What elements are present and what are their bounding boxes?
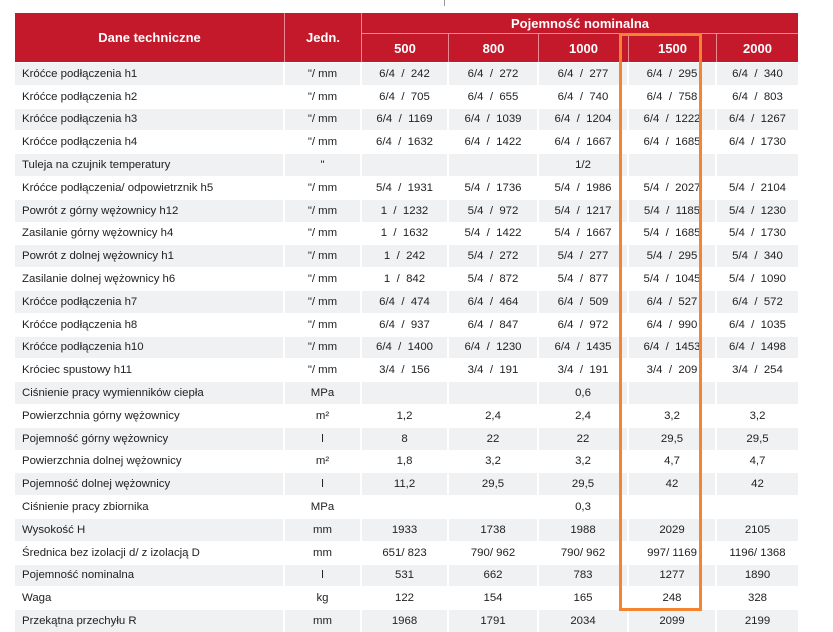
- row-value-1000: 22: [539, 427, 629, 450]
- row-unit: mm: [285, 541, 362, 564]
- table-row: [15, 381, 798, 404]
- row-empty-cell: [449, 495, 539, 518]
- row-value-2000: 1890: [717, 564, 798, 587]
- row-value-1000: 6/4 / 1667: [539, 130, 629, 153]
- table-row: [15, 358, 798, 381]
- row-value-1000: 6/4 / 277: [539, 62, 629, 85]
- row-empty-cell: [449, 153, 539, 176]
- row-value-500: 6/4 / 1400: [362, 336, 449, 359]
- table-row: [15, 564, 798, 587]
- row-value-800: 3,2: [449, 450, 539, 473]
- row-value-2000: 3,2: [717, 404, 798, 427]
- row-value-500: 1 / 242: [362, 244, 449, 267]
- row-value-2000: 5/4 / 1730: [717, 222, 798, 245]
- row-value-2000: 1196/ 1368: [717, 541, 798, 564]
- row-value-800: 662: [449, 564, 539, 587]
- row-unit: mm: [285, 518, 362, 541]
- row-value-800: 29,5: [449, 472, 539, 495]
- row-shared-value: 1/2: [539, 153, 629, 176]
- row-param-name: Powierzchnia górny wężownicy: [15, 404, 285, 427]
- table-row: [15, 472, 798, 495]
- row-value-500: 1,8: [362, 450, 449, 473]
- row-value-1000: 3,2: [539, 450, 629, 473]
- table-row: [15, 244, 798, 267]
- row-param-name: Pojemność nominalna: [15, 564, 285, 587]
- top-marker: [444, 0, 445, 6]
- row-value-800: 6/4 / 847: [449, 313, 539, 336]
- row-param-name: Pojemność dolnej wężownicy: [15, 472, 285, 495]
- row-unit: "/ mm: [285, 108, 362, 131]
- row-unit: "/ mm: [285, 244, 362, 267]
- row-value-1500: 3,2: [629, 404, 717, 427]
- row-value-500: 651/ 823: [362, 541, 449, 564]
- row-unit: "/ mm: [285, 62, 362, 85]
- row-unit: l: [285, 564, 362, 587]
- row-value-2000: 2199: [717, 609, 798, 632]
- row-value-800: 1738: [449, 518, 539, 541]
- row-value-2000: 29,5: [717, 427, 798, 450]
- row-value-500: 6/4 / 242: [362, 62, 449, 85]
- row-value-1000: 5/4 / 1986: [539, 176, 629, 199]
- row-value-1000: 6/4 / 509: [539, 290, 629, 313]
- row-value-2000: 5/4 / 2104: [717, 176, 798, 199]
- row-unit: "/ mm: [285, 290, 362, 313]
- row-value-1000: 790/ 962: [539, 541, 629, 564]
- row-unit: "/ mm: [285, 358, 362, 381]
- row-value-2000: 6/4 / 1035: [717, 313, 798, 336]
- row-unit: "/ mm: [285, 176, 362, 199]
- row-value-1500: 3/4 / 209: [629, 358, 717, 381]
- row-unit: "/ mm: [285, 267, 362, 290]
- row-value-800: 6/4 / 1039: [449, 108, 539, 131]
- row-value-2000: 5/4 / 1230: [717, 199, 798, 222]
- row-value-1000: 6/4 / 1204: [539, 108, 629, 131]
- row-value-1000: 29,5: [539, 472, 629, 495]
- row-value-800: 5/4 / 272: [449, 244, 539, 267]
- row-value-800: 6/4 / 272: [449, 62, 539, 85]
- row-value-500: 5/4 / 1931: [362, 176, 449, 199]
- row-unit: mm: [285, 609, 362, 632]
- row-value-800: 2,4: [449, 404, 539, 427]
- row-value-2000: 6/4 / 572: [717, 290, 798, 313]
- table-row: [15, 108, 798, 131]
- row-value-800: 22: [449, 427, 539, 450]
- row-value-1000: 6/4 / 1435: [539, 336, 629, 359]
- row-param-name: Powierzchnia dolnej wężownicy: [15, 450, 285, 473]
- row-param-name: Króciec spustowy h11: [15, 358, 285, 381]
- row-param-name: Króćce podłączenia h4: [15, 130, 285, 153]
- row-value-800: 3/4 / 191: [449, 358, 539, 381]
- row-param-name: Pojemność górny wężownicy: [15, 427, 285, 450]
- row-value-1000: 6/4 / 972: [539, 313, 629, 336]
- row-unit: "/ mm: [285, 130, 362, 153]
- row-value-2000: 328: [717, 586, 798, 609]
- row-value-500: 6/4 / 1632: [362, 130, 449, 153]
- table-row: [15, 495, 798, 518]
- row-param-name: Króćce podłączenia h3: [15, 108, 285, 131]
- table-row: [15, 290, 798, 313]
- table-row: [15, 336, 798, 359]
- row-value-1500: 2029: [629, 518, 717, 541]
- row-value-1500: 6/4 / 758: [629, 85, 717, 108]
- row-param-name: Króćce podłączenia h1: [15, 62, 285, 85]
- row-value-500: 6/4 / 937: [362, 313, 449, 336]
- row-empty-cell: [717, 381, 798, 404]
- row-unit: l: [285, 472, 362, 495]
- row-param-name: Średnica bez izolacji d/ z izolacją D: [15, 541, 285, 564]
- row-param-name: Ciśnienie pracy wymienników ciepła: [15, 381, 285, 404]
- row-value-1500: 6/4 / 527: [629, 290, 717, 313]
- row-value-500: 11,2: [362, 472, 449, 495]
- row-value-500: 1933: [362, 518, 449, 541]
- table-row: [15, 130, 798, 153]
- row-value-500: 1968: [362, 609, 449, 632]
- row-param-name: Króćce podłączenia/ odpowietrznik h5: [15, 176, 285, 199]
- row-value-800: 5/4 / 872: [449, 267, 539, 290]
- row-value-800: 6/4 / 1230: [449, 336, 539, 359]
- row-value-1500: 6/4 / 990: [629, 313, 717, 336]
- row-value-800: 5/4 / 972: [449, 199, 539, 222]
- row-value-1500: 29,5: [629, 427, 717, 450]
- row-value-500: 1,2: [362, 404, 449, 427]
- row-empty-cell: [362, 495, 449, 518]
- header-capacity-500: 500: [362, 34, 449, 62]
- row-shared-value: 0,6: [539, 381, 629, 404]
- row-param-name: Zasilanie górny wężownicy h4: [15, 222, 285, 245]
- row-unit: "/ mm: [285, 222, 362, 245]
- row-param-name: Króćce podłączenia h2: [15, 85, 285, 108]
- table-row: [15, 62, 798, 85]
- row-value-2000: 5/4 / 1090: [717, 267, 798, 290]
- header-unit: Jedn.: [285, 13, 362, 62]
- row-unit: m²: [285, 450, 362, 473]
- row-param-name: Wysokość H: [15, 518, 285, 541]
- row-value-1000: 2,4: [539, 404, 629, 427]
- row-value-2000: 4,7: [717, 450, 798, 473]
- row-value-2000: 6/4 / 1730: [717, 130, 798, 153]
- row-value-500: 531: [362, 564, 449, 587]
- row-value-1000: 6/4 / 740: [539, 85, 629, 108]
- row-empty-cell: [449, 381, 539, 404]
- table-row: [15, 199, 798, 222]
- table-body: [15, 62, 798, 632]
- row-value-2000: 2105: [717, 518, 798, 541]
- row-value-2000: 42: [717, 472, 798, 495]
- technical-data-table: [15, 13, 798, 632]
- row-value-2000: 6/4 / 1267: [717, 108, 798, 131]
- row-value-500: 1 / 1232: [362, 199, 449, 222]
- row-empty-cell: [629, 495, 717, 518]
- table-row: [15, 404, 798, 427]
- row-unit: MPa: [285, 495, 362, 518]
- row-unit: "/ mm: [285, 336, 362, 359]
- row-value-800: 5/4 / 1422: [449, 222, 539, 245]
- row-value-1000: 1988: [539, 518, 629, 541]
- row-value-1000: 5/4 / 1217: [539, 199, 629, 222]
- table-row: [15, 85, 798, 108]
- row-unit: MPa: [285, 381, 362, 404]
- row-empty-cell: [629, 381, 717, 404]
- row-unit: kg: [285, 586, 362, 609]
- row-param-name: Powrót z dolnej wężownicy h1: [15, 244, 285, 267]
- row-value-500: 122: [362, 586, 449, 609]
- row-value-1000: 165: [539, 586, 629, 609]
- table-row: [15, 450, 798, 473]
- row-value-500: 6/4 / 1169: [362, 108, 449, 131]
- row-empty-cell: [362, 153, 449, 176]
- row-value-1500: 2099: [629, 609, 717, 632]
- row-value-2000: 3/4 / 254: [717, 358, 798, 381]
- row-empty-cell: [717, 495, 798, 518]
- row-unit: "/ mm: [285, 85, 362, 108]
- row-value-1500: 4,7: [629, 450, 717, 473]
- row-value-1500: 248: [629, 586, 717, 609]
- row-param-name: Króćce podłączenia h7: [15, 290, 285, 313]
- row-value-1500: 5/4 / 2027: [629, 176, 717, 199]
- row-value-1000: 5/4 / 877: [539, 267, 629, 290]
- row-value-800: 6/4 / 1422: [449, 130, 539, 153]
- row-value-800: 5/4 / 1736: [449, 176, 539, 199]
- table-row: [15, 586, 798, 609]
- row-value-1500: 6/4 / 1222: [629, 108, 717, 131]
- row-value-500: 3/4 / 156: [362, 358, 449, 381]
- row-param-name: Powrót z górny wężownicy h12: [15, 199, 285, 222]
- row-value-1500: 6/4 / 1685: [629, 130, 717, 153]
- row-value-2000: 6/4 / 803: [717, 85, 798, 108]
- table-row: [15, 313, 798, 336]
- row-value-1000: 5/4 / 277: [539, 244, 629, 267]
- row-value-500: 6/4 / 474: [362, 290, 449, 313]
- row-empty-cell: [717, 153, 798, 176]
- row-param-name: Tuleja na czujnik temperatury: [15, 153, 285, 176]
- row-value-1000: 2034: [539, 609, 629, 632]
- row-param-name: Ciśnienie pracy zbiornika: [15, 495, 285, 518]
- row-unit: ": [285, 153, 362, 176]
- table-row: [15, 518, 798, 541]
- row-param-name: Króćce podłączenia h8: [15, 313, 285, 336]
- row-shared-value: 0,3: [539, 495, 629, 518]
- header-capacity-1500: 1500: [629, 34, 717, 62]
- row-value-800: 6/4 / 655: [449, 85, 539, 108]
- row-value-800: 1791: [449, 609, 539, 632]
- table-row: [15, 222, 798, 245]
- row-unit: "/ mm: [285, 199, 362, 222]
- header-capacity-2000: 2000: [717, 34, 798, 62]
- row-value-1500: 6/4 / 1453: [629, 336, 717, 359]
- table-header: [15, 13, 798, 62]
- row-value-1500: 42: [629, 472, 717, 495]
- row-value-1500: 5/4 / 1685: [629, 222, 717, 245]
- header-capacity-1000: 1000: [539, 34, 629, 62]
- row-value-500: 1 / 842: [362, 267, 449, 290]
- technical-data-table-container: [15, 13, 798, 632]
- row-value-1000: 3/4 / 191: [539, 358, 629, 381]
- header-capacity-800: 800: [449, 34, 539, 62]
- row-value-2000: 6/4 / 340: [717, 62, 798, 85]
- table-row: [15, 267, 798, 290]
- row-value-1000: 783: [539, 564, 629, 587]
- row-value-500: 1 / 1632: [362, 222, 449, 245]
- row-unit: m²: [285, 404, 362, 427]
- table-row: [15, 176, 798, 199]
- row-unit: "/ mm: [285, 313, 362, 336]
- row-value-1500: 997/ 1169: [629, 541, 717, 564]
- row-param-name: Waga: [15, 586, 285, 609]
- header-param: Dane techniczne: [15, 13, 285, 62]
- row-value-1500: 5/4 / 1185: [629, 199, 717, 222]
- row-value-2000: 5/4 / 340: [717, 244, 798, 267]
- table-row: [15, 541, 798, 564]
- row-value-800: 6/4 / 464: [449, 290, 539, 313]
- table-row: [15, 427, 798, 450]
- row-empty-cell: [362, 381, 449, 404]
- row-value-1500: 5/4 / 1045: [629, 267, 717, 290]
- row-value-1000: 5/4 / 1667: [539, 222, 629, 245]
- row-param-name: Przekątna przechyłu R: [15, 609, 285, 632]
- table-row: [15, 609, 798, 632]
- row-value-1500: 5/4 / 295: [629, 244, 717, 267]
- row-value-2000: 6/4 / 1498: [717, 336, 798, 359]
- row-value-500: 6/4 / 705: [362, 85, 449, 108]
- header-capacity: Pojemność nominalna: [362, 13, 798, 34]
- row-value-800: 154: [449, 586, 539, 609]
- row-unit: l: [285, 427, 362, 450]
- row-value-1500: 6/4 / 295: [629, 62, 717, 85]
- row-param-name: Króćce podłączenia h10: [15, 336, 285, 359]
- row-value-800: 790/ 962: [449, 541, 539, 564]
- row-param-name: Zasilanie dolnej wężownicy h6: [15, 267, 285, 290]
- row-value-500: 8: [362, 427, 449, 450]
- table-row: [15, 153, 798, 176]
- row-empty-cell: [629, 153, 717, 176]
- row-value-1500: 1277: [629, 564, 717, 587]
